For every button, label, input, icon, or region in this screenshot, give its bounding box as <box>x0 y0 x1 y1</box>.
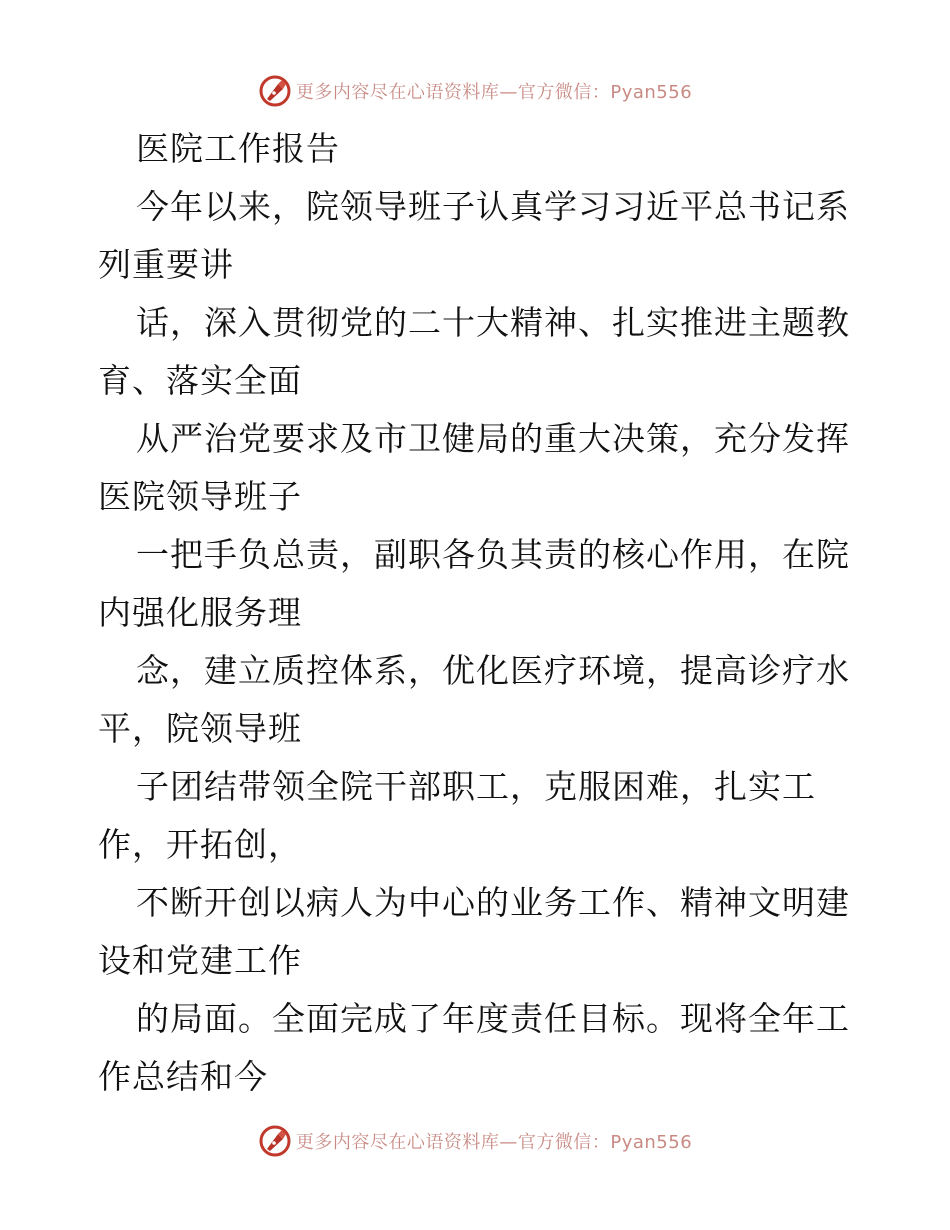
text-line: 不断开创以病人为中心的业务工作、精神文明建 <box>136 883 850 922</box>
text-line: 作，开拓创， <box>98 825 302 864</box>
watermark-text: 更多内容尽在心语资料库—官方微信：Pyan556 <box>295 82 693 103</box>
text-line: 作总结和今 <box>98 1057 268 1096</box>
text-line: 子团结带领全院干部职工，克服困难，扎实工 <box>136 767 816 806</box>
pen-nib-logo-icon <box>258 74 292 108</box>
text-line: 医院领导班子 <box>98 477 302 516</box>
text-line: 设和党建工作 <box>98 941 302 980</box>
text-line: 话，深入贯彻党的二十大精神、扎实推进主题教 <box>136 303 850 342</box>
text-line: 平，院领导班 <box>98 709 302 748</box>
text-line: 列重要讲 <box>98 245 234 284</box>
text-line: 念，建立质控体系，优化医疗环境，提高诊疗水 <box>136 651 850 690</box>
text-line: 一把手负总责，副职各负其责的核心作用，在院 <box>136 535 850 574</box>
document-title: 医院工作报告 <box>136 129 340 168</box>
text-line: 从严治党要求及市卫健局的重大决策，充分发挥 <box>136 419 850 458</box>
text-line: 育、落实全面 <box>98 361 302 400</box>
watermark-text: 更多内容尽在心语资料库—官方微信：Pyan556 <box>295 1132 693 1153</box>
pen-nib-logo-icon <box>258 1124 292 1158</box>
header-watermark <box>0 71 950 111</box>
footer-watermark <box>0 1121 950 1161</box>
document-body <box>98 120 858 1106</box>
text-line: 内强化服务理 <box>98 593 302 632</box>
text-line: 的局面。全面完成了年度责任目标。现将全年工 <box>136 999 850 1038</box>
text-line: 今年以来，院领导班子认真学习习近平总书记系 <box>136 187 850 226</box>
